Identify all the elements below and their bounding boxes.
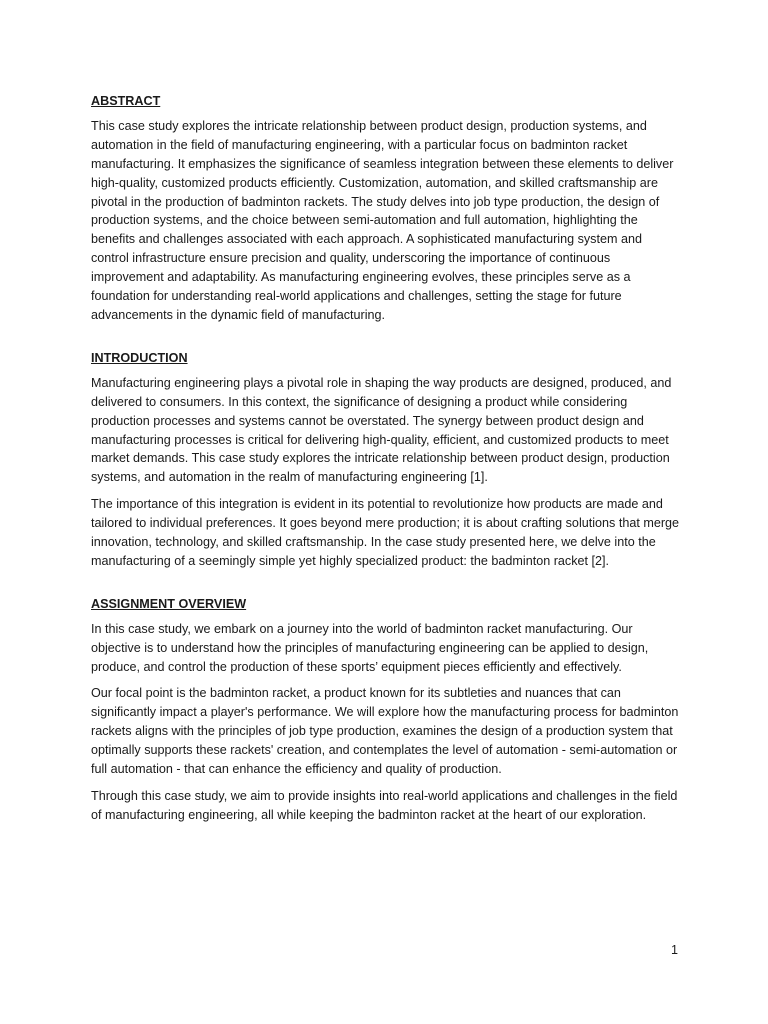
section-introduction — [91, 349, 683, 571]
section-heading: ABSTRACT — [91, 94, 161, 108]
section-heading: ASSIGNMENT OVERVIEW — [91, 596, 247, 611]
section-assignment-overview — [91, 595, 683, 825]
paragraph: Manufacturing engineering plays a pivotal role in shaping the way products are designed, produced, and delivered to consumers. In this context, the significance of designing a product while considering production processes and systems cannot be overstated. The synergy between product design and manufacturing processes is critical for delivering high-quality, efficient, and customized products to meet market demands. This case study explores the intricate relationship between product design, production systems, and automation in the realm of manufacturing engineering [1]. — [91, 375, 672, 485]
paragraph: Our focal point is the badminton racket, a product known for its subtleties and nuances that can significantly impact a player's performance. We will explore how the manufacturing process for badminton rackets aligns with the principles of job type production, examines the design of a production system that optimally supports these rackets' creation, and contemplates the level of automation - semi-automation or full automation - that can enhance the efficiency and quality of production. — [91, 686, 679, 777]
paragraph: This case study explores the intricate relationship between product design, production systems, and automation in the field of manufacturing engineering, with a particular focus on badminton racket manufacturing. It emphasizes the significance of seamless integration between these elements to deliver high-quality, customized products efficiently. Customization, automation, and skilled craftsmanship are pivotal in the production of badminton rackets. The study delves into job type production, the design of production systems, and the choice between semi-automation and full automation, highlighting the benefits and challenges associated with each approach. A sophisticated manufacturing system and control infrastructure ensure precision and quality, underscoring the importance of continuous improvement and adaptability. As manufacturing engineering evolves, these principles serve as a foundation for understanding real-world applications and challenges, setting the stage for future advancements in the dynamic field of manufacturing. — [91, 118, 674, 322]
page-number: 1 — [670, 943, 678, 957]
page-content — [91, 92, 683, 849]
paragraph: Through this case study, we aim to provide insights into real-world applications and challenges in the field of manufacturing engineering, all while keeping the badminton racket at the heart of our exploration. — [91, 789, 678, 822]
section-heading: INTRODUCTION — [91, 350, 188, 365]
paragraph: The importance of this integration is evident in its potential to revolutionize how products are made and tailored to individual preferences. It goes beyond mere production; it is about crafting solutions that merge innovation, technology, and skilled craftsmanship. In the case study presented here, we delve into the manufacturing of a seemingly simple yet highly specialized product: the badminton racket [2]. — [91, 497, 680, 568]
section-abstract — [91, 92, 683, 325]
paragraph: In this case study, we embark on a journey into the world of badminton racket manufacturing. Our objective is to understand how the principles of manufacturing engineering can be applied to design, produce, and control the production of these sports’ equipment pieces efficiently and effectively. — [91, 621, 649, 674]
